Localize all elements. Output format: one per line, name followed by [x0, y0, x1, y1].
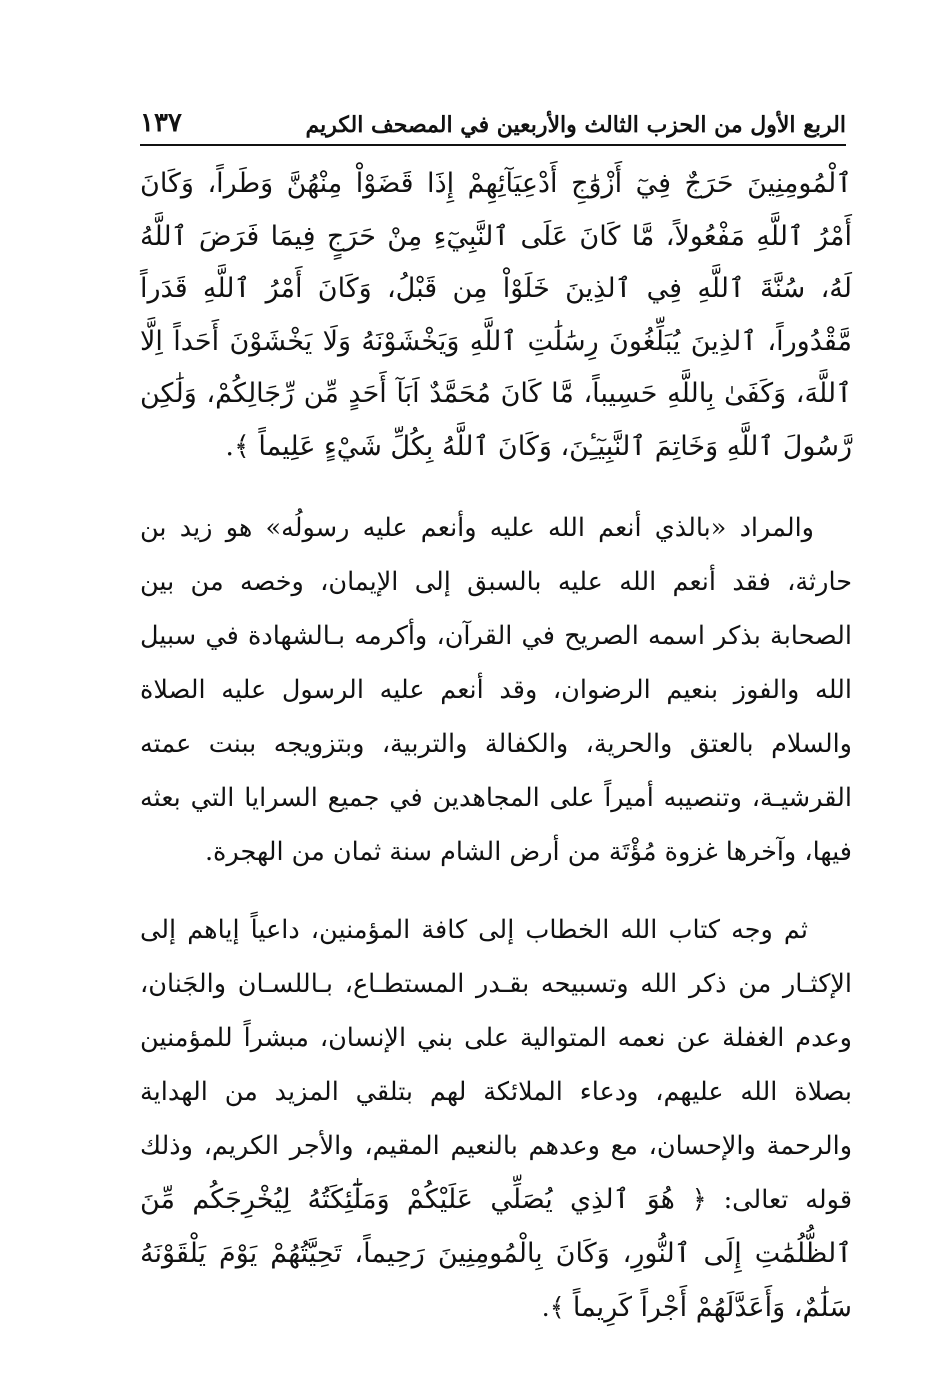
- paragraph-line: والمراد «بالذي أنعم الله عليه وأنعم عليه رسولُه» هو زيد بن: [140, 513, 814, 543]
- paragraph-line: للمؤمنين بصلاة الله عليهم، ودعاء الملائكة لهم بتلقي المزيد من: [140, 1023, 852, 1107]
- paragraph-line: والجَنان، وعدم الغفلة عن نعمه المتوالية على بني الإنسان، مبشراً: [140, 969, 852, 1053]
- paragraph-line: ثم وجه كتاب الله الخطاب إلى كافة المؤمنين، داعياً إياهم: [187, 915, 809, 945]
- quoted-verse: لِيُخْرِجَكُم مِّنَ ٱلظُّلُمَٰتِ إِلَى ٱلنُّورِ، وَكَانَ بِالْمُومِنِينَ رَحِيماً،: [140, 1184, 852, 1269]
- paragraph-line: الكريم، وذلك قوله تعالى:: [140, 1131, 853, 1215]
- paragraph-line: سبيل الله والفوز بنعيم الرضوان، وقد أنعم عليه الرسول عليه: [140, 621, 852, 705]
- verse-open-ornament: ﴿: [691, 1185, 707, 1215]
- verse-line: وَكَفَىٰ بِاللَّهِ حَسِيباً، مَّا كَانَ مُحَمَّدٌ اَبَآ أَحَدٍ مِّن رِّجَالِكُمْ، وَلَٰكِن: [140, 378, 787, 409]
- paragraph-line: عمته القرشيـة، وتنصيبه أميراً على المجاهدين في جميع السرايا: [140, 729, 852, 813]
- paragraph-line: إلى الإكثـار من ذكر الله وتسبيحه بقـدر المستطـاع، بـاللسـان: [140, 915, 852, 999]
- verse-line: ٱلْمُومِنِينَ حَرَجٌ فِيٓ أَزْوَٰجِ أَدْعِيَآئِهِمْ إِذَا قَضَوْاْ مِنْهُنَّ وَطَراً، وَكَانَ: [140, 168, 852, 199]
- verse-line: أَمْرُ ٱللَّهِ مَفْعُولاً، مَّا كَانَ عَلَى ٱلنَّبِيٓءِ مِنْ حَرَجٍ فِيمَا فَرَضَ ٱللَّهُ لَهُ،: [140, 220, 852, 304]
- page-header: [140, 92, 846, 146]
- page-content: [140, 158, 852, 1335]
- verse-end-ornament: ﴾: [549, 1293, 565, 1323]
- paragraph-line: حارثة، فقد أنعم الله عليه بالسبق إلى الإيمان، وخصه من بين: [140, 567, 852, 597]
- verse-line: رَّسُولَ ٱللَّهِ وَخَاتِمَ ٱلنَّبِيٓـِٔنَ، وَكَانَ ٱللَّهُ بِكُلِّ شَيْءٍ عَلِيماً: [258, 430, 852, 462]
- paragraph-line: التي بعثه فيها، وآخرها غزوة مُؤْتَة من أرض الشام سنة ثمان من: [140, 783, 852, 867]
- verse-end-period: .: [541, 1293, 550, 1323]
- paragraph-line: الهداية والرحمة والإحسان، مع وعدهم بالنعيم المقيم، والأجر: [140, 1077, 853, 1161]
- running-title: الربع الأول من الحزب الثالث والأربعين في المصحف الكريم: [305, 112, 846, 138]
- quran-verse-block: [140, 158, 852, 473]
- verse-line: سُنَّةَ ٱللَّهِ فِي ٱلذِينَ خَلَوْاْ مِن قَبْلُ، وَكَانَ أَمْرُ ٱللَّهِ قَدَراً مَّقْدُوراً،: [140, 273, 852, 357]
- paragraph-line: الصحابة بذكر اسمه الصريح في القرآن، وأكرمه بـالشهادة في: [205, 621, 853, 651]
- quoted-verse: هُوَ ٱلذِي يُصَلِّي عَلَيْكُمْ وَمَلَٰٓئِكَتُهُ: [307, 1184, 675, 1215]
- verse-line: ٱلذِينَ يُبَلِّغُونَ رِسَٰلَٰتِ ٱللَّهِ وَيَخْشَوْنَهُ وَلَا يَخْشَوْنَ أَحَداً اِلَّا ٱللَّهَ،: [140, 325, 852, 409]
- quoted-verse: تَحِيَّتُهُمْ يَوْمَ يَلْقَوْنَهُ سَلَٰمٌ، وَأَعَدَّلَهُمْ أَجْراً كَرِيماً: [140, 1238, 852, 1323]
- commentary-paragraph-1: [140, 501, 852, 879]
- verse-end-period: .: [225, 430, 234, 462]
- paragraph-line: الهجرة.: [204, 837, 284, 867]
- commentary-paragraph-2: [140, 903, 852, 1335]
- paragraph-line: الصلاة والسلام بالعتق والحرية، والكفالة والتربية، وبتزويجه ببنت: [140, 675, 852, 759]
- verse-end-ornament: ﴾: [233, 430, 250, 462]
- page-number: ١٣٧: [140, 108, 182, 138]
